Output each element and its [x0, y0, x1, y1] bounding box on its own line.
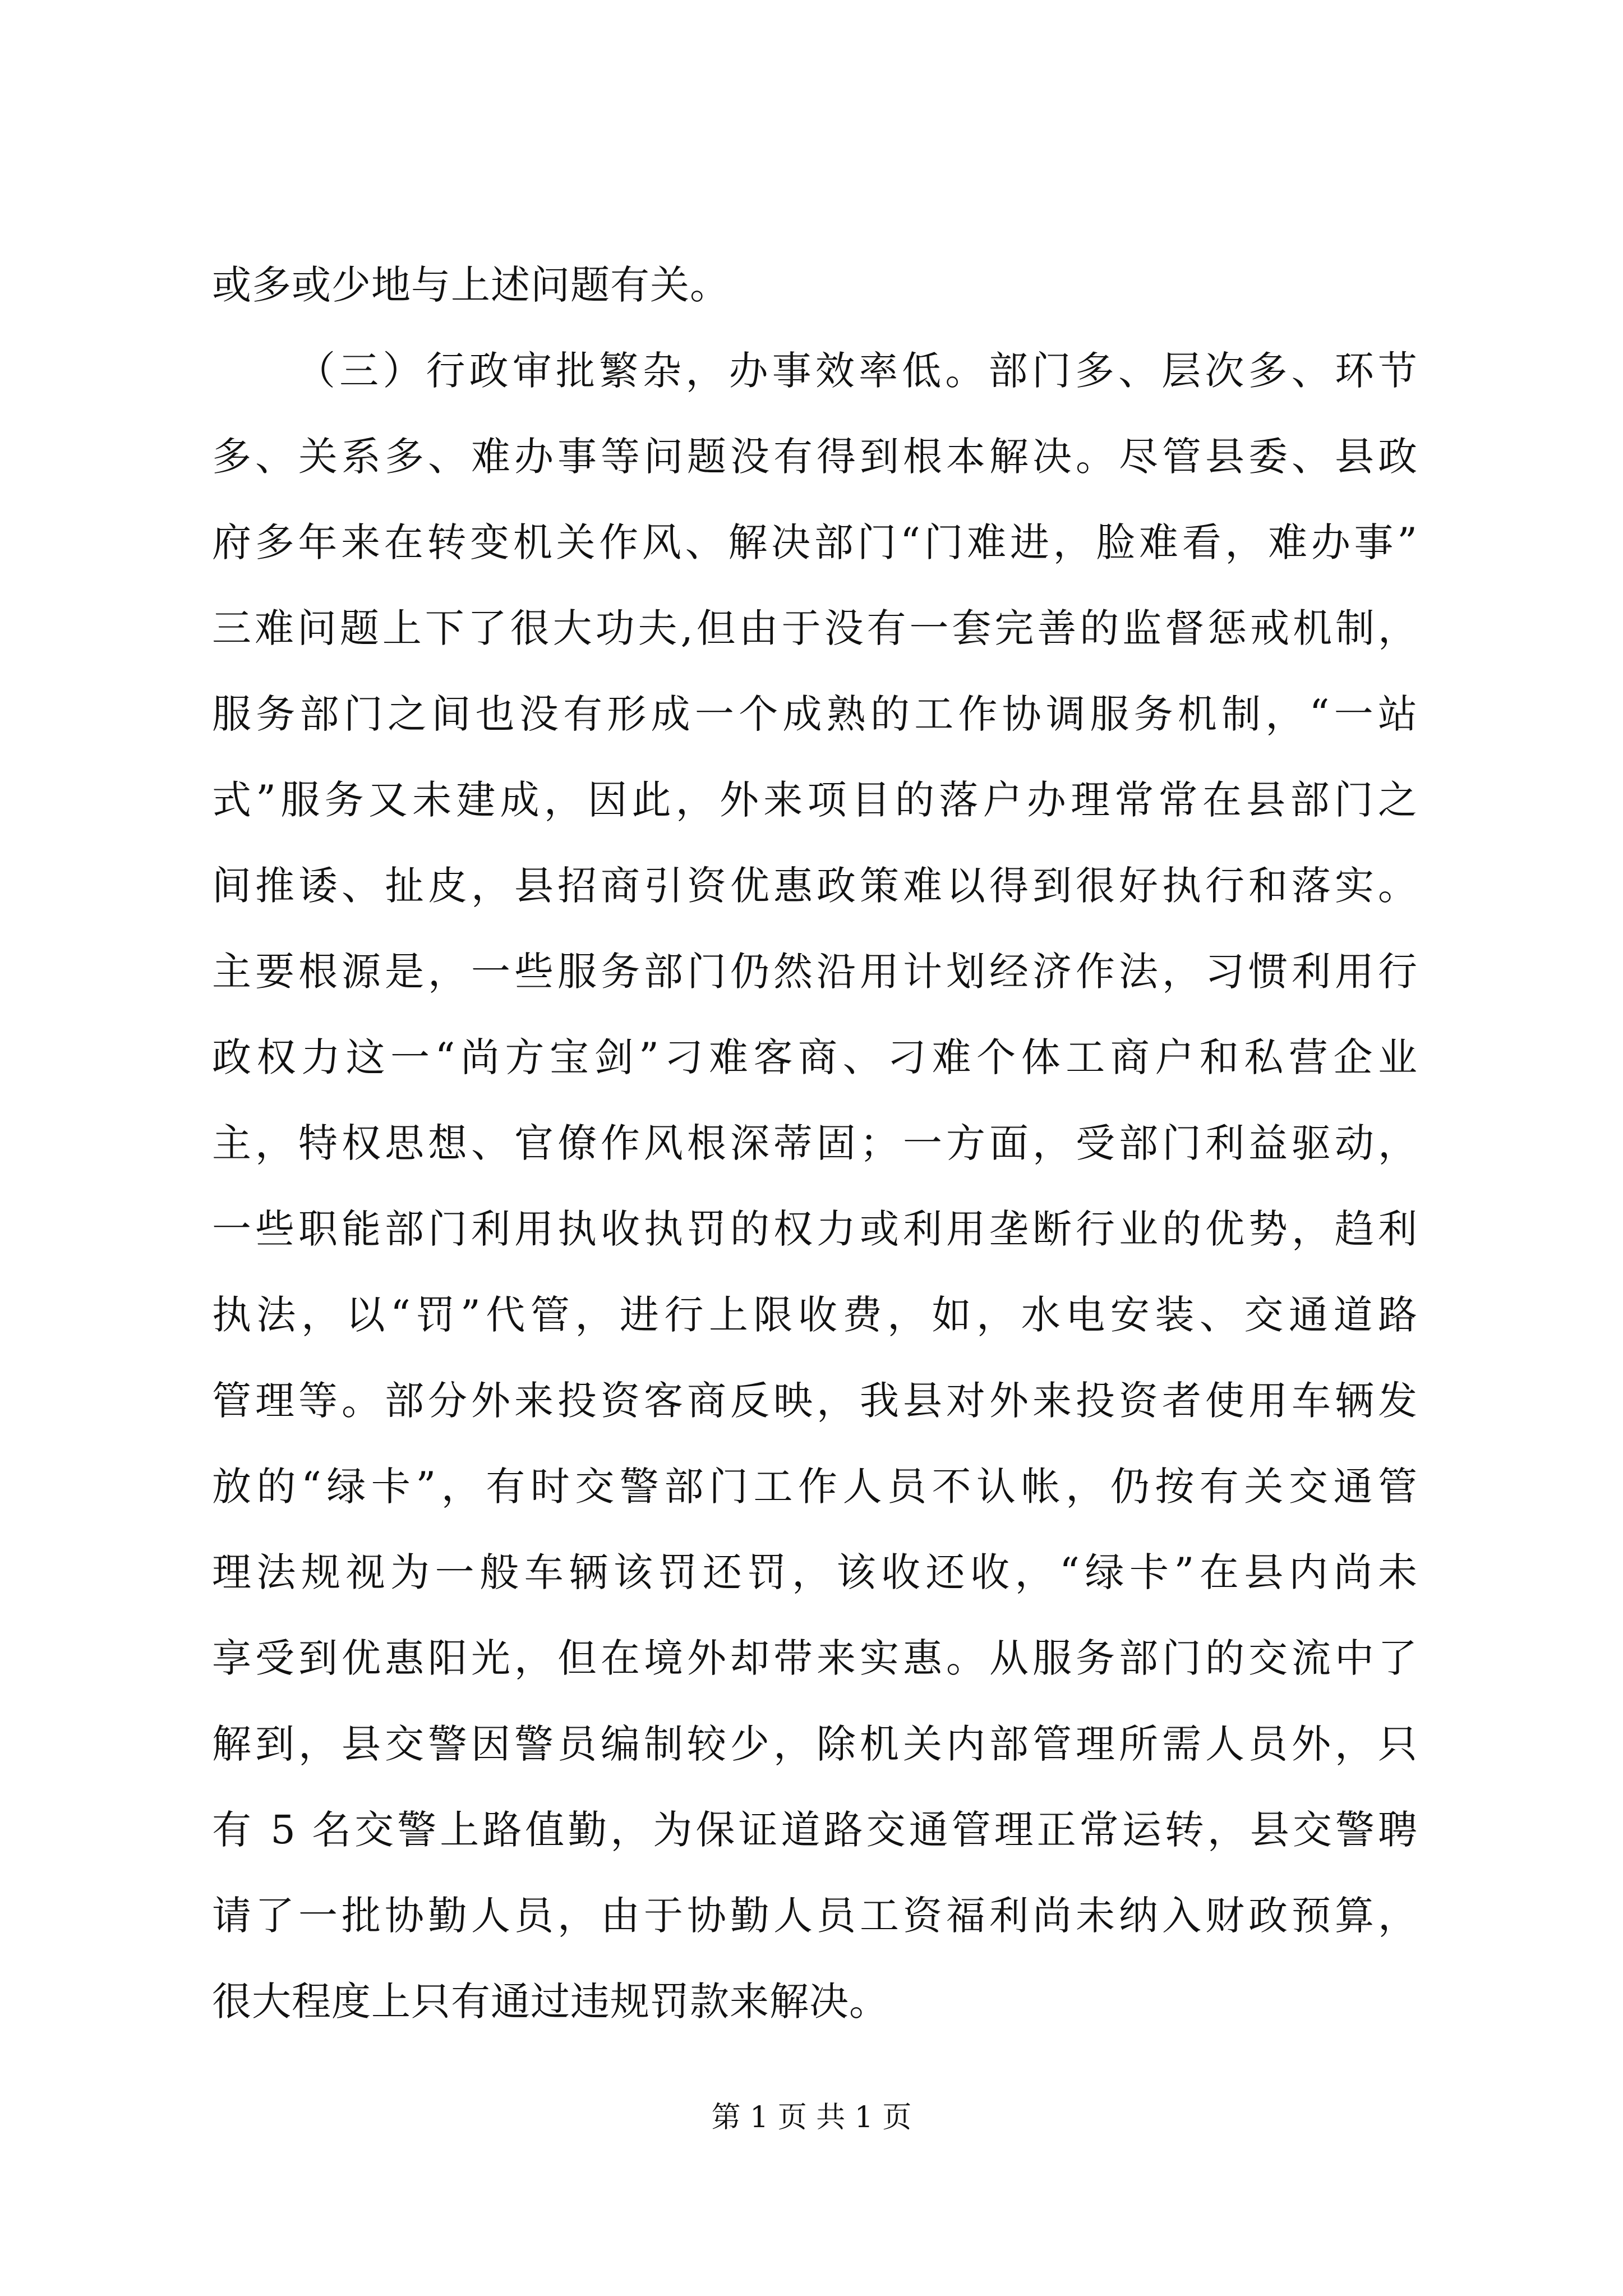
text-line: 执法，以“罚”代管，进行上限收费，如，水电安装、交通道路 [212, 1292, 1418, 1338]
text-line: 一些职能部门利用执收执罚的权力或利用垄断行业的优势，趋利 [212, 1206, 1418, 1252]
text-line: 主要根源是，一些服务部门仍然沿用计划经济作法，习惯利用行 [212, 949, 1418, 995]
text-line: 很大程度上只有通过违规罚款来解决。 [212, 1978, 889, 2024]
text-line: 主，特权思想、官僚作风根深蒂固；一方面，受部门利益驱动， [212, 1120, 1418, 1166]
text-line: 或多或少地与上述问题有关。 [212, 262, 730, 308]
text-line: 服务部门之间也没有形成一个成熟的工作协调服务机制，“一站 [212, 691, 1418, 737]
text-line: 多、关系多、难办事等问题没有得到根本解决。尽管县委、县政 [212, 434, 1418, 480]
text-line: 享受到优惠阳光，但在境外却带来实惠。从服务部门的交流中了 [212, 1635, 1418, 1681]
text-line: 式”服务又未建成，因此，外来项目的落户办理常常在县部门之 [212, 777, 1418, 823]
text-line: 请了一批协勤人员，由于协勤人员工资福利尚未纳入财政预算， [212, 1893, 1418, 1939]
text-line: 解到，县交警因警员编制较少，除机关内部管理所需人员外，只 [212, 1721, 1418, 1767]
text-line: 府多年来在转变机关作风、解决部门“门难进，脸难看，难办事” [212, 519, 1418, 565]
page-number-label: 第 1 页 共 1 页 [711, 2101, 912, 2134]
text-line: 管理等。部分外来投资客商反映，我县对外来投资者使用车辆发 [212, 1378, 1418, 1424]
text-line: 间推诿、扯皮，县招商引资优惠政策难以得到很好执行和落实。 [212, 863, 1418, 909]
text-line: 三难问题上下了很大功夫,但由于没有一套完善的监督惩戒机制， [212, 605, 1418, 651]
text-line: 有 5 名交警上路值勤，为保证道路交通管理正常运转，县交警聘 [212, 1807, 1418, 1853]
body-text [212, 242, 1418, 2045]
text-line: 理法规视为一般车辆该罚还罚，该收还收，“绿卡”在县内尚未 [212, 1549, 1418, 1595]
text-line: 政权力这一“尚方宝剑”刁难客商、刁难个体工商户和私营企业 [212, 1034, 1418, 1080]
page-footer [0, 2095, 1623, 2140]
section-heading-line: （三）行政审批繁杂，办事效率低。部门多、层次多、环节 [296, 348, 1418, 394]
text-line: 放的“绿卡”，有时交警部门工作人员不认帐，仍按有关交通管 [212, 1464, 1418, 1510]
